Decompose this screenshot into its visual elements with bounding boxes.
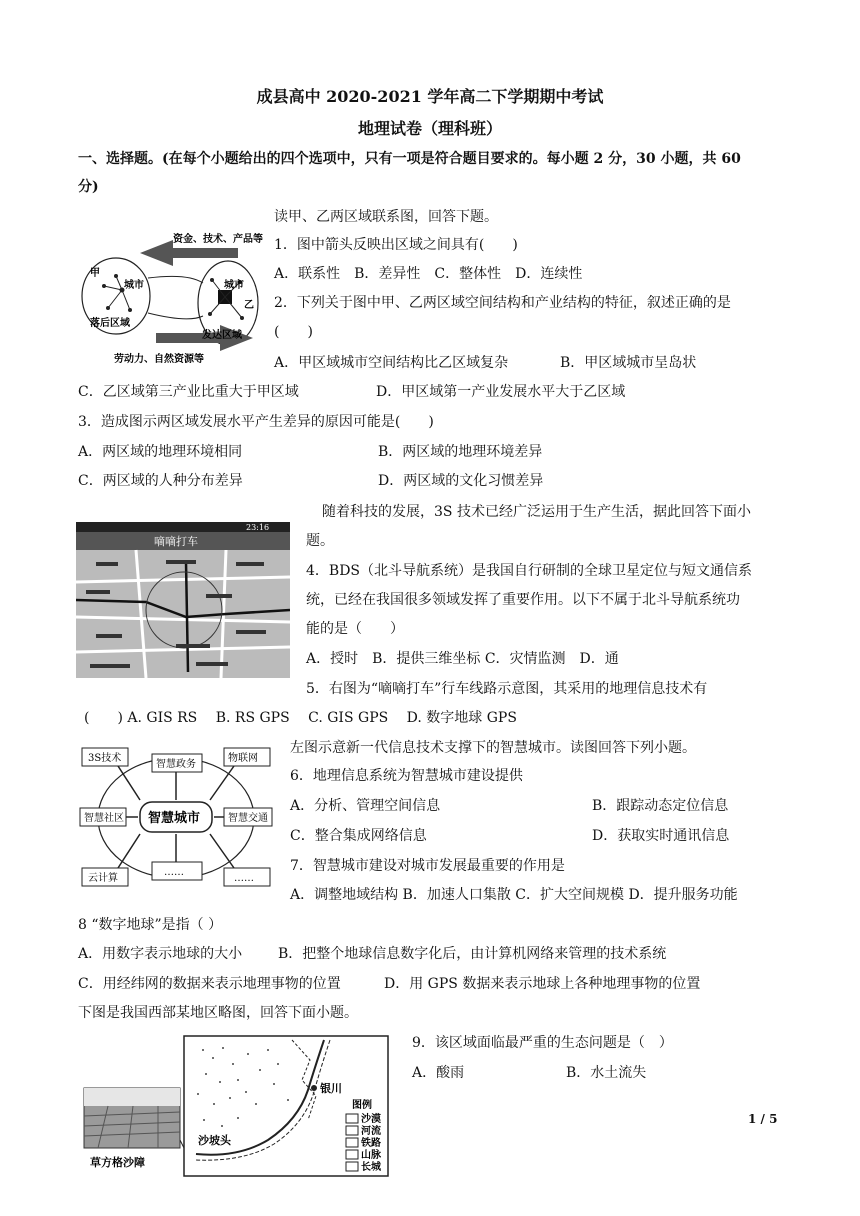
q4-stem-cont2: 能的是（ ） [306, 621, 404, 637]
q2-option-b: B．甲区域城市呈岛状 [560, 355, 697, 371]
fig-iot: 物联网 [228, 753, 258, 764]
legend-title: 图例 [352, 1100, 372, 1111]
fig-br-dots: …… [234, 873, 254, 884]
legend-item-mountain: 山脉 [361, 1150, 381, 1161]
legend-item-railway: 铁路 [361, 1138, 381, 1149]
q9-option-a: A．酸雨 [412, 1065, 465, 1081]
app-title: 嘀嘀打车 [154, 535, 198, 548]
page-number: 1 / 5 [748, 1112, 778, 1126]
q4-stem-cont1: 统，已经在我国很多领域发挥了重要作用。以下不属于北斗导航系统功 [306, 592, 740, 608]
fig-cloud: 云计算 [88, 873, 118, 884]
fig-community: 智慧社区 [84, 813, 124, 824]
fig-right-region: 发达区域 [202, 330, 242, 341]
fig-3s: 3S技术 [88, 753, 122, 764]
fig-traffic: 智慧交通 [228, 813, 268, 824]
q6-option-c: C．整合集成网络信息 [290, 828, 427, 844]
map-city-yinchuan: 银川 [320, 1082, 342, 1095]
section-heading: 一、选择题。(在每个小题给出的四个选项中，只有一项是符合题目要求的。每小题 2 分，30 小题，共 60 [78, 151, 741, 167]
q2-option-a: A．甲区域城市空间结构比乙区域复杂 [274, 355, 509, 371]
q5-stem: 5．右图为“嘀嘀打车”行车线路示意图，其采用的地理信息技术有 [306, 681, 708, 697]
q2-stem: 2．下列关于图中甲、乙两区域空间结构和产业结构的特征，叙述正确的是 [274, 295, 731, 311]
fig-bottom-arrow-label: 劳动力、自然资源等 [114, 354, 204, 365]
fig-city-left: 城市 [124, 280, 144, 291]
map-city-shapotou: 沙坡头 [198, 1134, 231, 1147]
fig-bottom-dots: …… [164, 867, 184, 878]
q9-stem: 9．该区域面临最严重的生态问题是（ ） [412, 1035, 673, 1051]
q4-options: A．授时 B．提供三维坐标 C．灾情监测 D．通 [306, 651, 619, 667]
fig-city-right: 城市 [224, 280, 244, 291]
fig-top-arrow-label: 资金、技术、产品等 [173, 234, 263, 245]
q5-options: ( ) A. GIS RS B. RS GPS C. GIS GPS D. 数字地球 GPS [84, 710, 517, 726]
region-relation-figure [78, 228, 268, 368]
western-region-map [78, 1030, 398, 1180]
didi-map-figure [76, 522, 290, 678]
q2-option-c: C．乙区域第三产业比重大于甲区域 [78, 384, 299, 400]
q8-option-c: C．用经纬网的数据来表示地理事物的位置 [78, 976, 341, 992]
q4-stem: 4．BDS（北斗导航系统）是我国自行研制的全球卫星定位与短文通信系 [306, 563, 753, 579]
g4-intro: 下图是我国西部某地区略图，回答下面小题。 [78, 1005, 358, 1021]
q7-options: A．调整地域结构 B．加速人口集散 C．扩大空间规模 D．提升服务功能 [290, 887, 738, 903]
q2-stem-cont: ( ) [274, 324, 313, 340]
status-time: 23:16 [246, 523, 270, 532]
q3-option-a: A．两区域的地理环境相同 [78, 444, 243, 460]
g3-intro: 左图示意新一代信息技术支撑下的智慧城市。读图回答下列小题。 [290, 740, 696, 756]
g2-intro-cont: 题。 [306, 533, 334, 549]
section-heading-cont: 分) [78, 179, 99, 195]
q8-option-a: A．用数字表示地球的大小 [78, 946, 243, 962]
q7-stem: 7．智慧城市建设对城市发展最重要的作用是 [290, 858, 565, 874]
q8-stem: 8 “数字地球”是指（ ） [78, 917, 223, 933]
smart-city-figure [78, 740, 274, 892]
g1-intro: 读甲、乙两区域联系图，回答下题。 [274, 209, 498, 225]
fig-center-label: 智慧城市 [148, 811, 201, 826]
exam-title: 成县高中 2020-2021 学年高二下学期期中考试 [256, 87, 604, 106]
q3-stem: 3．造成图示两区域发展水平产生差异的原因可能是( ) [78, 414, 434, 430]
g2-intro: 随着科技的发展，3S 技术已经广泛运用于生产生活，据此回答下面小 [322, 504, 751, 520]
q8-option-b: B．把整个地球信息数字化后，由计算机网络来管理的技术系统 [278, 946, 667, 962]
q1-stem: 1．图中箭头反映出区域之间具有( ) [274, 237, 518, 253]
legend-item-river: 河流 [361, 1126, 381, 1137]
q3-option-d: D．两区域的文化习惯差异 [378, 473, 544, 489]
exam-subtitle: 地理试卷（理科班） [357, 119, 502, 138]
q3-option-b: B．两区域的地理环境差异 [378, 444, 543, 460]
fig-gov: 智慧政务 [156, 759, 196, 770]
photo-caption: 草方格沙障 [90, 1156, 145, 1169]
q9-option-b: B．水土流失 [566, 1065, 647, 1081]
q6-option-a: A．分析、管理空间信息 [290, 798, 441, 814]
legend-item-greatwall: 长城 [361, 1162, 381, 1173]
q8-option-d: D．用 GPS 数据来表示地球上各种地理事物的位置 [384, 976, 701, 992]
q1-options: A．联系性 B．差异性 C．整体性 D．连续性 [274, 266, 583, 282]
fig-left-region: 落后区域 [90, 318, 130, 329]
q6-stem: 6．地理信息系统为智慧城市建设提供 [290, 768, 523, 784]
legend-item-desert: 沙漠 [361, 1114, 381, 1125]
q2-option-d: D．甲区域第一产业发展水平大于乙区域 [376, 384, 626, 400]
q6-option-b: B．跟踪动态定位信息 [592, 798, 729, 814]
fig-yi: 乙 [244, 300, 254, 311]
q3-option-c: C．两区域的人种分布差异 [78, 473, 243, 489]
q6-option-d: D．获取实时通讯信息 [592, 828, 730, 844]
fig-jia: 甲 [90, 268, 100, 279]
